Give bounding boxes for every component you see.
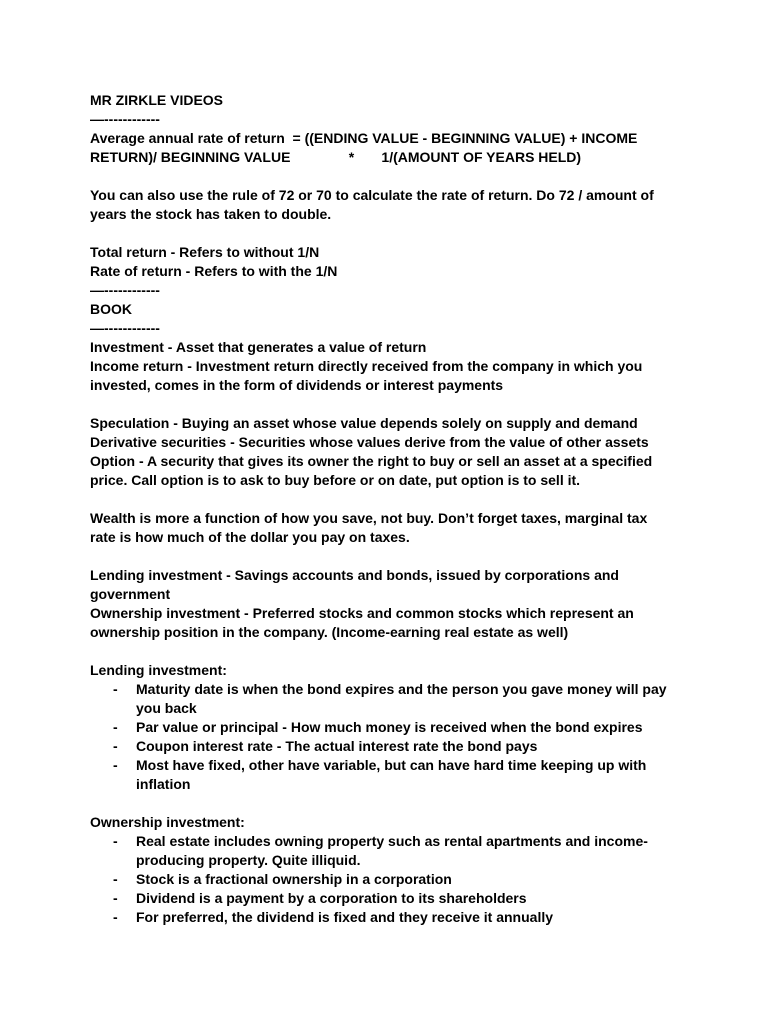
formula-line: RETURN)/ BEGINNING VALUE * 1/(AMOUNT OF YEARS HELD) (90, 149, 582, 165)
bullet-dash: - (113, 890, 118, 906)
bullet-dash: - (113, 757, 118, 773)
lending-def: Lending investment - Savings accounts and bonds, issued by corporations and government (90, 567, 619, 602)
rule-of-72-note: You can also use the rule of 72 or 70 to calculate the rate of return. Do 72 / amount of years the stock has taken to double. (90, 187, 654, 222)
spacer (90, 490, 690, 509)
list-item-text: Most have fixed, other have variable, but can have hard time keeping up with inflation (136, 757, 647, 792)
list-item-text: Coupon interest rate - The actual interest rate the bond pays (136, 738, 538, 754)
list-item-text: Stock is a fractional ownership in a corporation (136, 871, 452, 887)
list-item (90, 756, 676, 794)
formula-line: Average annual rate of return = ((ENDING VALUE - BEGINNING VALUE) + INCOME (90, 130, 638, 146)
list-item-text: Real estate includes owning property such as rental apartments and income-producing property. Quite illiquid. (136, 833, 648, 868)
option-def: Option - A security that gives its owner the right to buy or sell an asset at a specified price. Call option is to ask to buy before or on date, put option is to sell it. (90, 453, 653, 488)
spacer (90, 167, 690, 186)
wealth-note: Wealth is more a function of how you save, not buy. Don’t forget taxes, marginal tax rate is how much of the dollar you pay on taxes. (90, 510, 648, 545)
spacer (90, 794, 690, 813)
spacer (90, 224, 690, 243)
list-item (90, 889, 676, 908)
rate-of-return-def: Rate of return - Refers to with the 1/N (90, 263, 338, 279)
book-heading: BOOK (90, 301, 132, 317)
total-return-def: Total return - Refers to without 1/N (90, 244, 320, 260)
income-return-def: Income return - Investment return directly received from the company in which you invested, comes in the form of dividends or interest payments (90, 358, 643, 393)
bullet-dash: - (113, 833, 118, 849)
bullet-dash: - (113, 909, 118, 925)
list-item (90, 737, 676, 756)
bullet-dash: - (113, 738, 118, 754)
doc-title: MR ZIRKLE VIDEOS (90, 92, 224, 108)
speculation-def: Speculation - Buying an asset whose value depends solely on supply and demand (90, 415, 638, 431)
bullet-dash: - (113, 871, 118, 887)
list-item-text: For preferred, the dividend is fixed and they receive it annually (136, 909, 554, 925)
separator-rule: —------------ (90, 111, 160, 127)
investment-def: Investment - Asset that generates a value of return (90, 339, 427, 355)
bullet-dash: - (113, 719, 118, 735)
list-item (90, 718, 676, 737)
spacer (90, 395, 690, 414)
bullet-dash: - (113, 681, 118, 697)
document-page (90, 91, 690, 927)
ownership-def: Ownership investment - Preferred stocks and common stocks which represent an ownership position in the company. (Income-earning real estate as well) (90, 605, 634, 640)
spacer (90, 642, 690, 661)
spacer (90, 547, 690, 566)
list-item (90, 680, 676, 718)
separator-rule: —------------ (90, 320, 160, 336)
list-item-text: Maturity date is when the bond expires and the person you gave money will pay you back (136, 681, 667, 716)
list-item-text: Par value or principal - How much money is received when the bond expires (136, 719, 643, 735)
separator-rule: —------------ (90, 282, 160, 298)
list-item-text: Dividend is a payment by a corporation to its shareholders (136, 890, 527, 906)
lending-list (90, 680, 690, 794)
derivative-def: Derivative securities - Securities whose values derive from the value of other assets (90, 434, 649, 450)
list-item (90, 832, 676, 870)
lending-heading: Lending investment: (90, 662, 227, 678)
list-item (90, 870, 676, 889)
ownership-list (90, 832, 690, 927)
list-item (90, 908, 676, 927)
ownership-heading: Ownership investment: (90, 814, 245, 830)
